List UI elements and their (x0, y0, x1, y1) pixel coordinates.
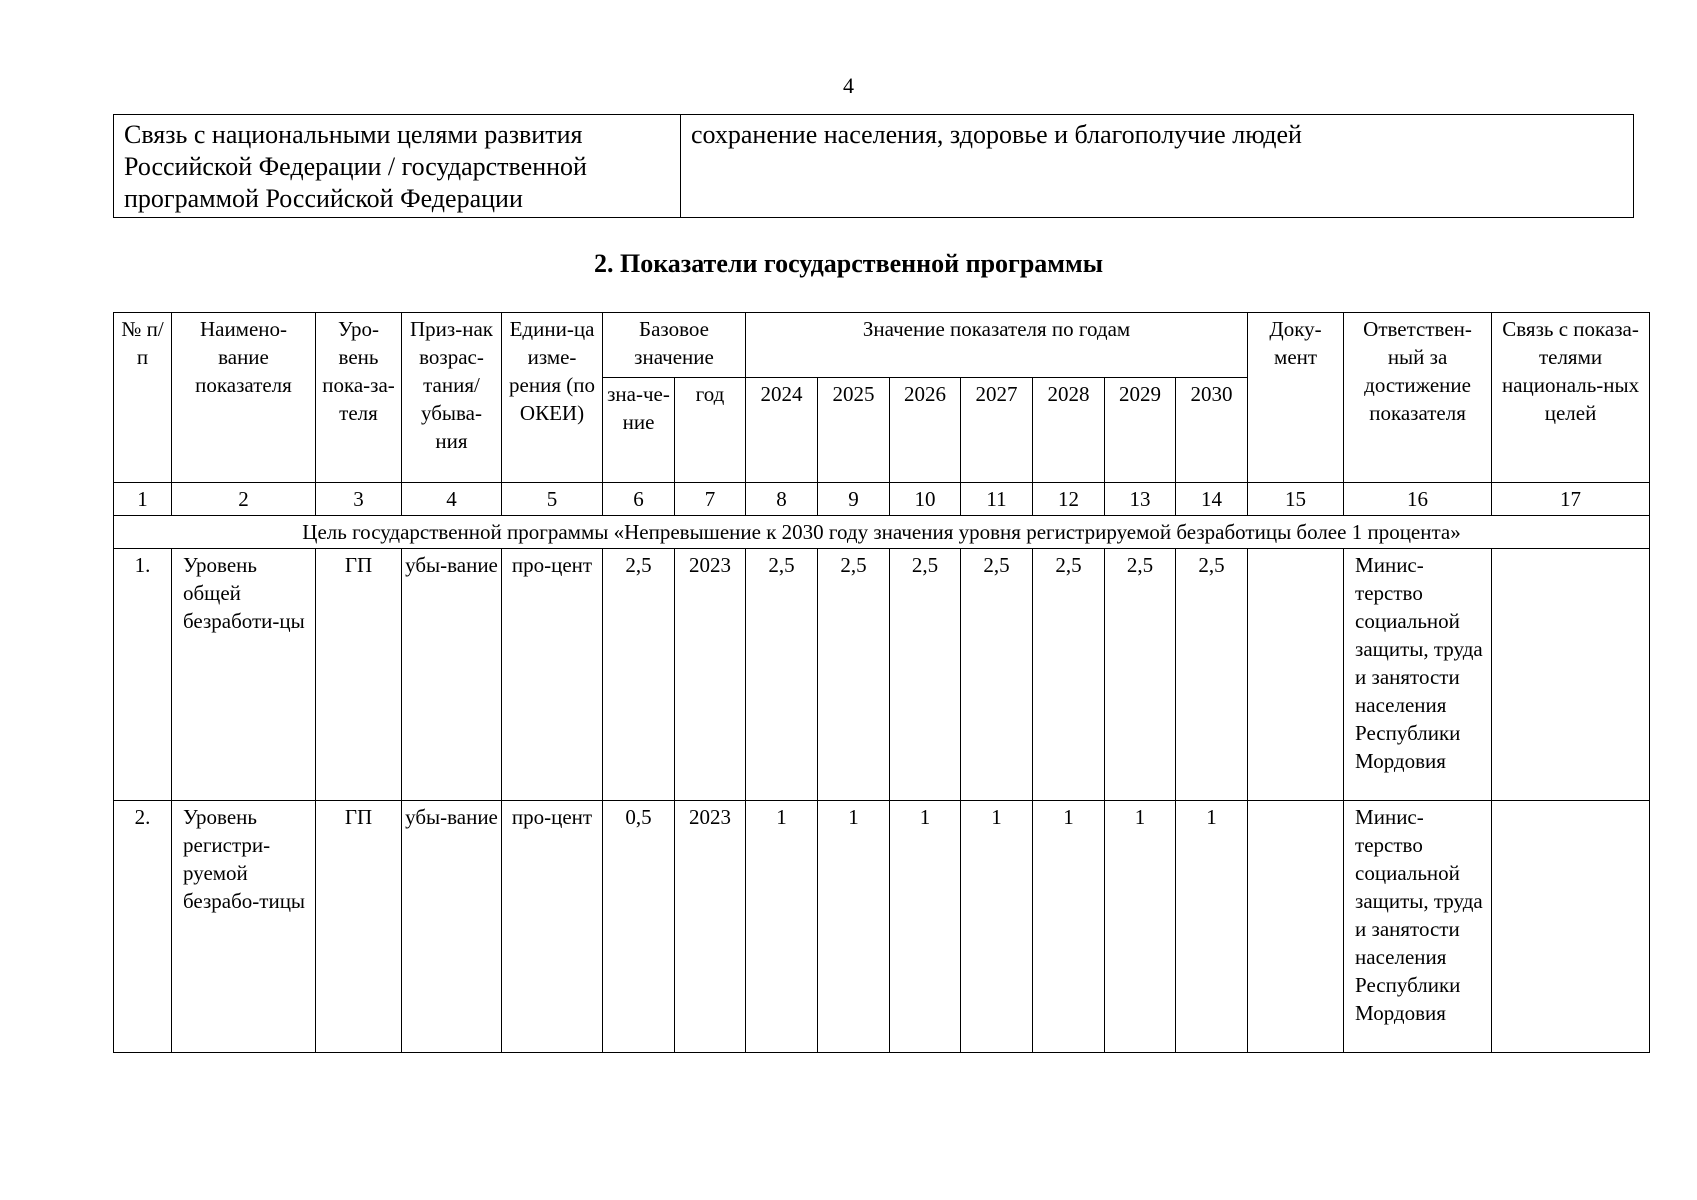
header-sign: Приз-нак возрас-тания/ убыва-ния (402, 313, 502, 483)
column-number: 1 (114, 483, 172, 516)
row-year-value: 1 (1176, 801, 1248, 1053)
row-num: 1. (114, 549, 172, 801)
column-number: 6 (603, 483, 675, 516)
row-base-year: 2023 (675, 801, 746, 1053)
national-goals-link-label: Связь с национальными целями развития Российской Федерации / государственной программой Российской Федерации (114, 115, 681, 218)
indicators-table (113, 312, 1650, 1053)
header-base: Базовое значение (603, 313, 746, 378)
column-number: 7 (675, 483, 746, 516)
header-num: № п/п (114, 313, 172, 483)
column-number: 8 (746, 483, 818, 516)
header-year: 2026 (890, 378, 961, 483)
row-year-value: 1 (818, 801, 890, 1053)
header-name: Наимено-вание показателя (172, 313, 316, 483)
row-sign: убы-вание (402, 549, 502, 801)
row-year-value: 2,5 (746, 549, 818, 801)
row-year-value: 2,5 (1105, 549, 1176, 801)
row-name: Уровень регистри-руемой безрабо-тицы (172, 801, 316, 1053)
row-year-value: 1 (746, 801, 818, 1053)
column-number: 15 (1248, 483, 1344, 516)
header-year: 2029 (1105, 378, 1176, 483)
national-goals-link-value: сохранение населения, здоровье и благополучие людей (681, 115, 1634, 218)
header-base-value: зна-че-ние (603, 378, 675, 483)
column-number: 9 (818, 483, 890, 516)
row-base-value: 0,5 (603, 801, 675, 1053)
row-year-value: 2,5 (1176, 549, 1248, 801)
section-title: 2. Показатели государственной программы (593, 249, 1104, 278)
header-unit: Едини-ца изме-рения (по ОКЕИ) (502, 313, 603, 483)
row-year-value: 2,5 (818, 549, 890, 801)
column-number: 2 (172, 483, 316, 516)
column-number: 4 (402, 483, 502, 516)
column-number: 17 (1492, 483, 1650, 516)
header-year: 2024 (746, 378, 818, 483)
row-year-value: 1 (1105, 801, 1176, 1053)
row-base-year: 2023 (675, 549, 746, 801)
row-num: 2. (114, 801, 172, 1053)
column-number: 16 (1344, 483, 1492, 516)
header-level: Уро-вень пока-за-теля (316, 313, 402, 483)
row-level: ГП (316, 549, 402, 801)
row-responsible: Минис-терство социальной защиты, труда и занятости населения Республики Мордовия (1344, 801, 1492, 1053)
column-number: 3 (316, 483, 402, 516)
row-unit: про-цент (502, 549, 603, 801)
row-year-value: 2,5 (961, 549, 1033, 801)
header-base-year: год (675, 378, 746, 483)
row-year-value: 1 (1033, 801, 1105, 1053)
header-row-1 (114, 313, 1650, 378)
column-number: 11 (961, 483, 1033, 516)
table-row (114, 549, 1650, 801)
header-year: 2027 (961, 378, 1033, 483)
header-responsible: Ответствен-ный за достижение показателя (1344, 313, 1492, 483)
column-number: 13 (1105, 483, 1176, 516)
header-years-group: Значение показателя по годам (746, 313, 1248, 378)
column-number: 14 (1176, 483, 1248, 516)
header-document: Доку-мент (1248, 313, 1344, 483)
header-year: 2028 (1033, 378, 1105, 483)
national-goals-link-row (114, 115, 1634, 218)
national-goals-link-table (113, 114, 1634, 218)
header-year: 2030 (1176, 378, 1248, 483)
column-number: 10 (890, 483, 961, 516)
row-responsible: Минис-терство социальной защиты, труда и занятости населения Республики Мордовия (1344, 549, 1492, 801)
column-number: 5 (502, 483, 603, 516)
page-number: 4 (843, 73, 854, 98)
row-year-value: 2,5 (1033, 549, 1105, 801)
row-unit: про-цент (502, 801, 603, 1053)
row-year-value: 2,5 (890, 549, 961, 801)
row-document (1248, 801, 1344, 1053)
table-row (114, 801, 1650, 1053)
row-year-value: 1 (961, 801, 1033, 1053)
row-year-value: 1 (890, 801, 961, 1053)
column-numbers-row (114, 483, 1650, 516)
row-base-value: 2,5 (603, 549, 675, 801)
row-level: ГП (316, 801, 402, 1053)
row-sign: убы-вание (402, 801, 502, 1053)
header-year: 2025 (818, 378, 890, 483)
row-link (1492, 801, 1650, 1053)
row-document (1248, 549, 1344, 801)
row-link (1492, 549, 1650, 801)
goal-row (114, 516, 1650, 549)
header-link: Связь с показа-телями националь-ных целей (1492, 313, 1650, 483)
row-name: Уровень общей безработи-цы (172, 549, 316, 801)
goal-text: Цель государственной программы «Непревышение к 2030 году значения уровня регистрируемой безработицы более 1 процента» (114, 516, 1650, 549)
column-number: 12 (1033, 483, 1105, 516)
